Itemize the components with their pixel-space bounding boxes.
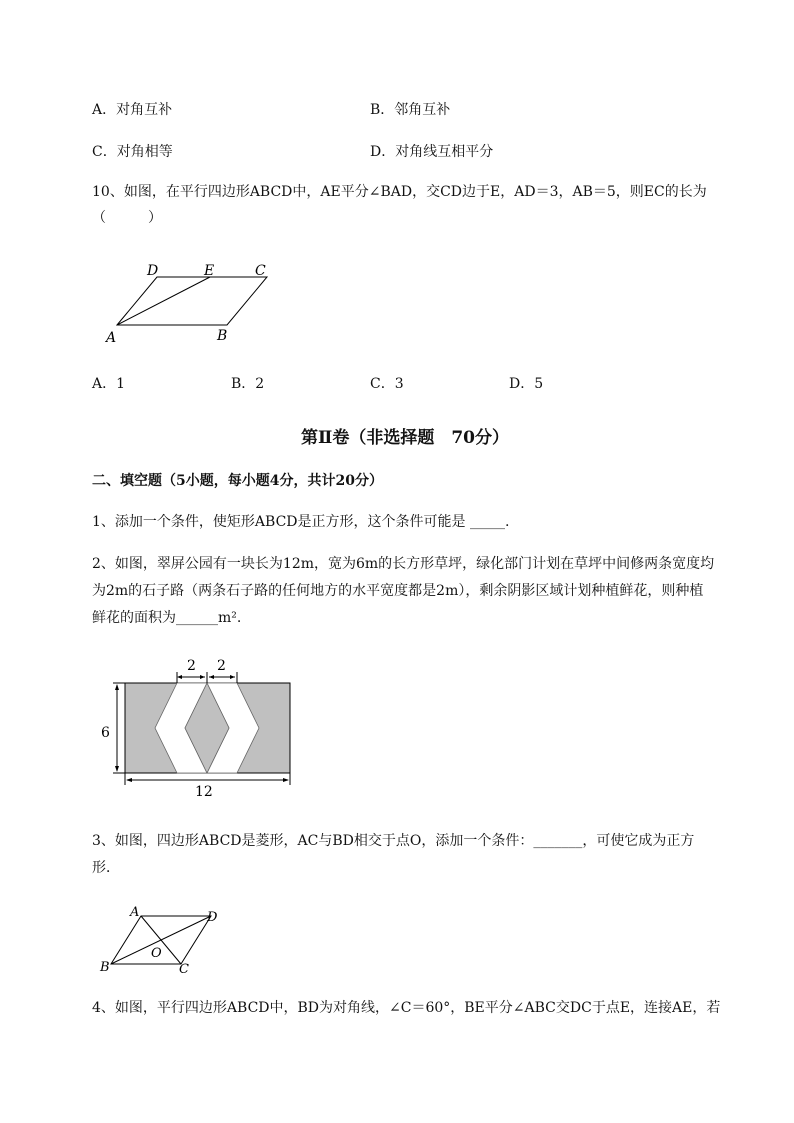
- height-label: 6: [101, 725, 110, 741]
- lawn-path-figure: [95, 650, 305, 805]
- fill4-text: 4、如图，平行四边形ABCD中，BD为对角线，∠C＝60°，BE平分∠ABC交DC于点E，连接AE，若: [92, 1000, 721, 1016]
- label-d: D: [147, 263, 159, 279]
- fill2-line3: 鲜花的面积为______m².: [92, 610, 242, 626]
- segment-ae: [117, 277, 210, 325]
- rhombus-figure: [95, 902, 235, 982]
- label-o: O: [151, 946, 162, 961]
- q10-text: 10、如图，在平行四边形ABCD中，AE平分∠BAD，交CD边于E，AD＝3，AB＝5，则EC的长为: [92, 184, 707, 200]
- label-d: D: [207, 910, 218, 925]
- fill3-line2: 形．: [92, 860, 120, 876]
- fill2-line1: 2、如图，翠屏公园有一块长为12m，宽为6m的长方形草坪，绿化部门计划在草坪中间修两条宽度均: [92, 556, 715, 572]
- label-b: B: [100, 960, 110, 975]
- width-label-1: 2: [187, 658, 196, 674]
- section-title: 第Ⅱ卷（非选择题 70分）: [301, 428, 509, 448]
- q10-answer-paren: （ ）: [92, 210, 162, 226]
- fill1-text: 1、添加一个条件，使矩形ABCD是正方形，这个条件可能是 _____.: [92, 514, 510, 530]
- q9-option-a: A．对角互补: [92, 102, 173, 118]
- fill2-line2: 为2m的石子路（两条石子路的任何地方的水平宽度都是2m），剩余阴影区域计划种植鲜花，则种植: [92, 583, 704, 599]
- width-label-2: 2: [217, 658, 226, 674]
- q9-option-d: D．对角线互相平分: [370, 144, 494, 160]
- label-a: A: [130, 905, 140, 920]
- label-a: A: [106, 330, 117, 346]
- fill3-line1: 3、如图，四边形ABCD是菱形，AC与BD相交于点O，添加一个条件：_______，可使它成为正方: [92, 833, 695, 849]
- q10-parallelogram-figure: [100, 260, 290, 350]
- q10-option-b: B．2: [231, 376, 265, 392]
- label-e: E: [204, 263, 215, 279]
- length-label: 12: [195, 784, 213, 800]
- part2-title: 二、填空题（5小题，每小题4分，共计20分）: [92, 473, 383, 489]
- q10-option-d: D．5: [509, 376, 544, 392]
- q9-option-c: C．对角相等: [92, 144, 173, 160]
- label-c: C: [179, 962, 189, 977]
- label-b: B: [217, 328, 228, 344]
- label-c: C: [255, 263, 266, 279]
- q10-option-a: A．1: [92, 376, 126, 392]
- q9-option-b: B．邻角互补: [370, 102, 451, 118]
- parallelogram-abcd: [117, 277, 267, 325]
- q10-option-c: C．3: [370, 376, 404, 392]
